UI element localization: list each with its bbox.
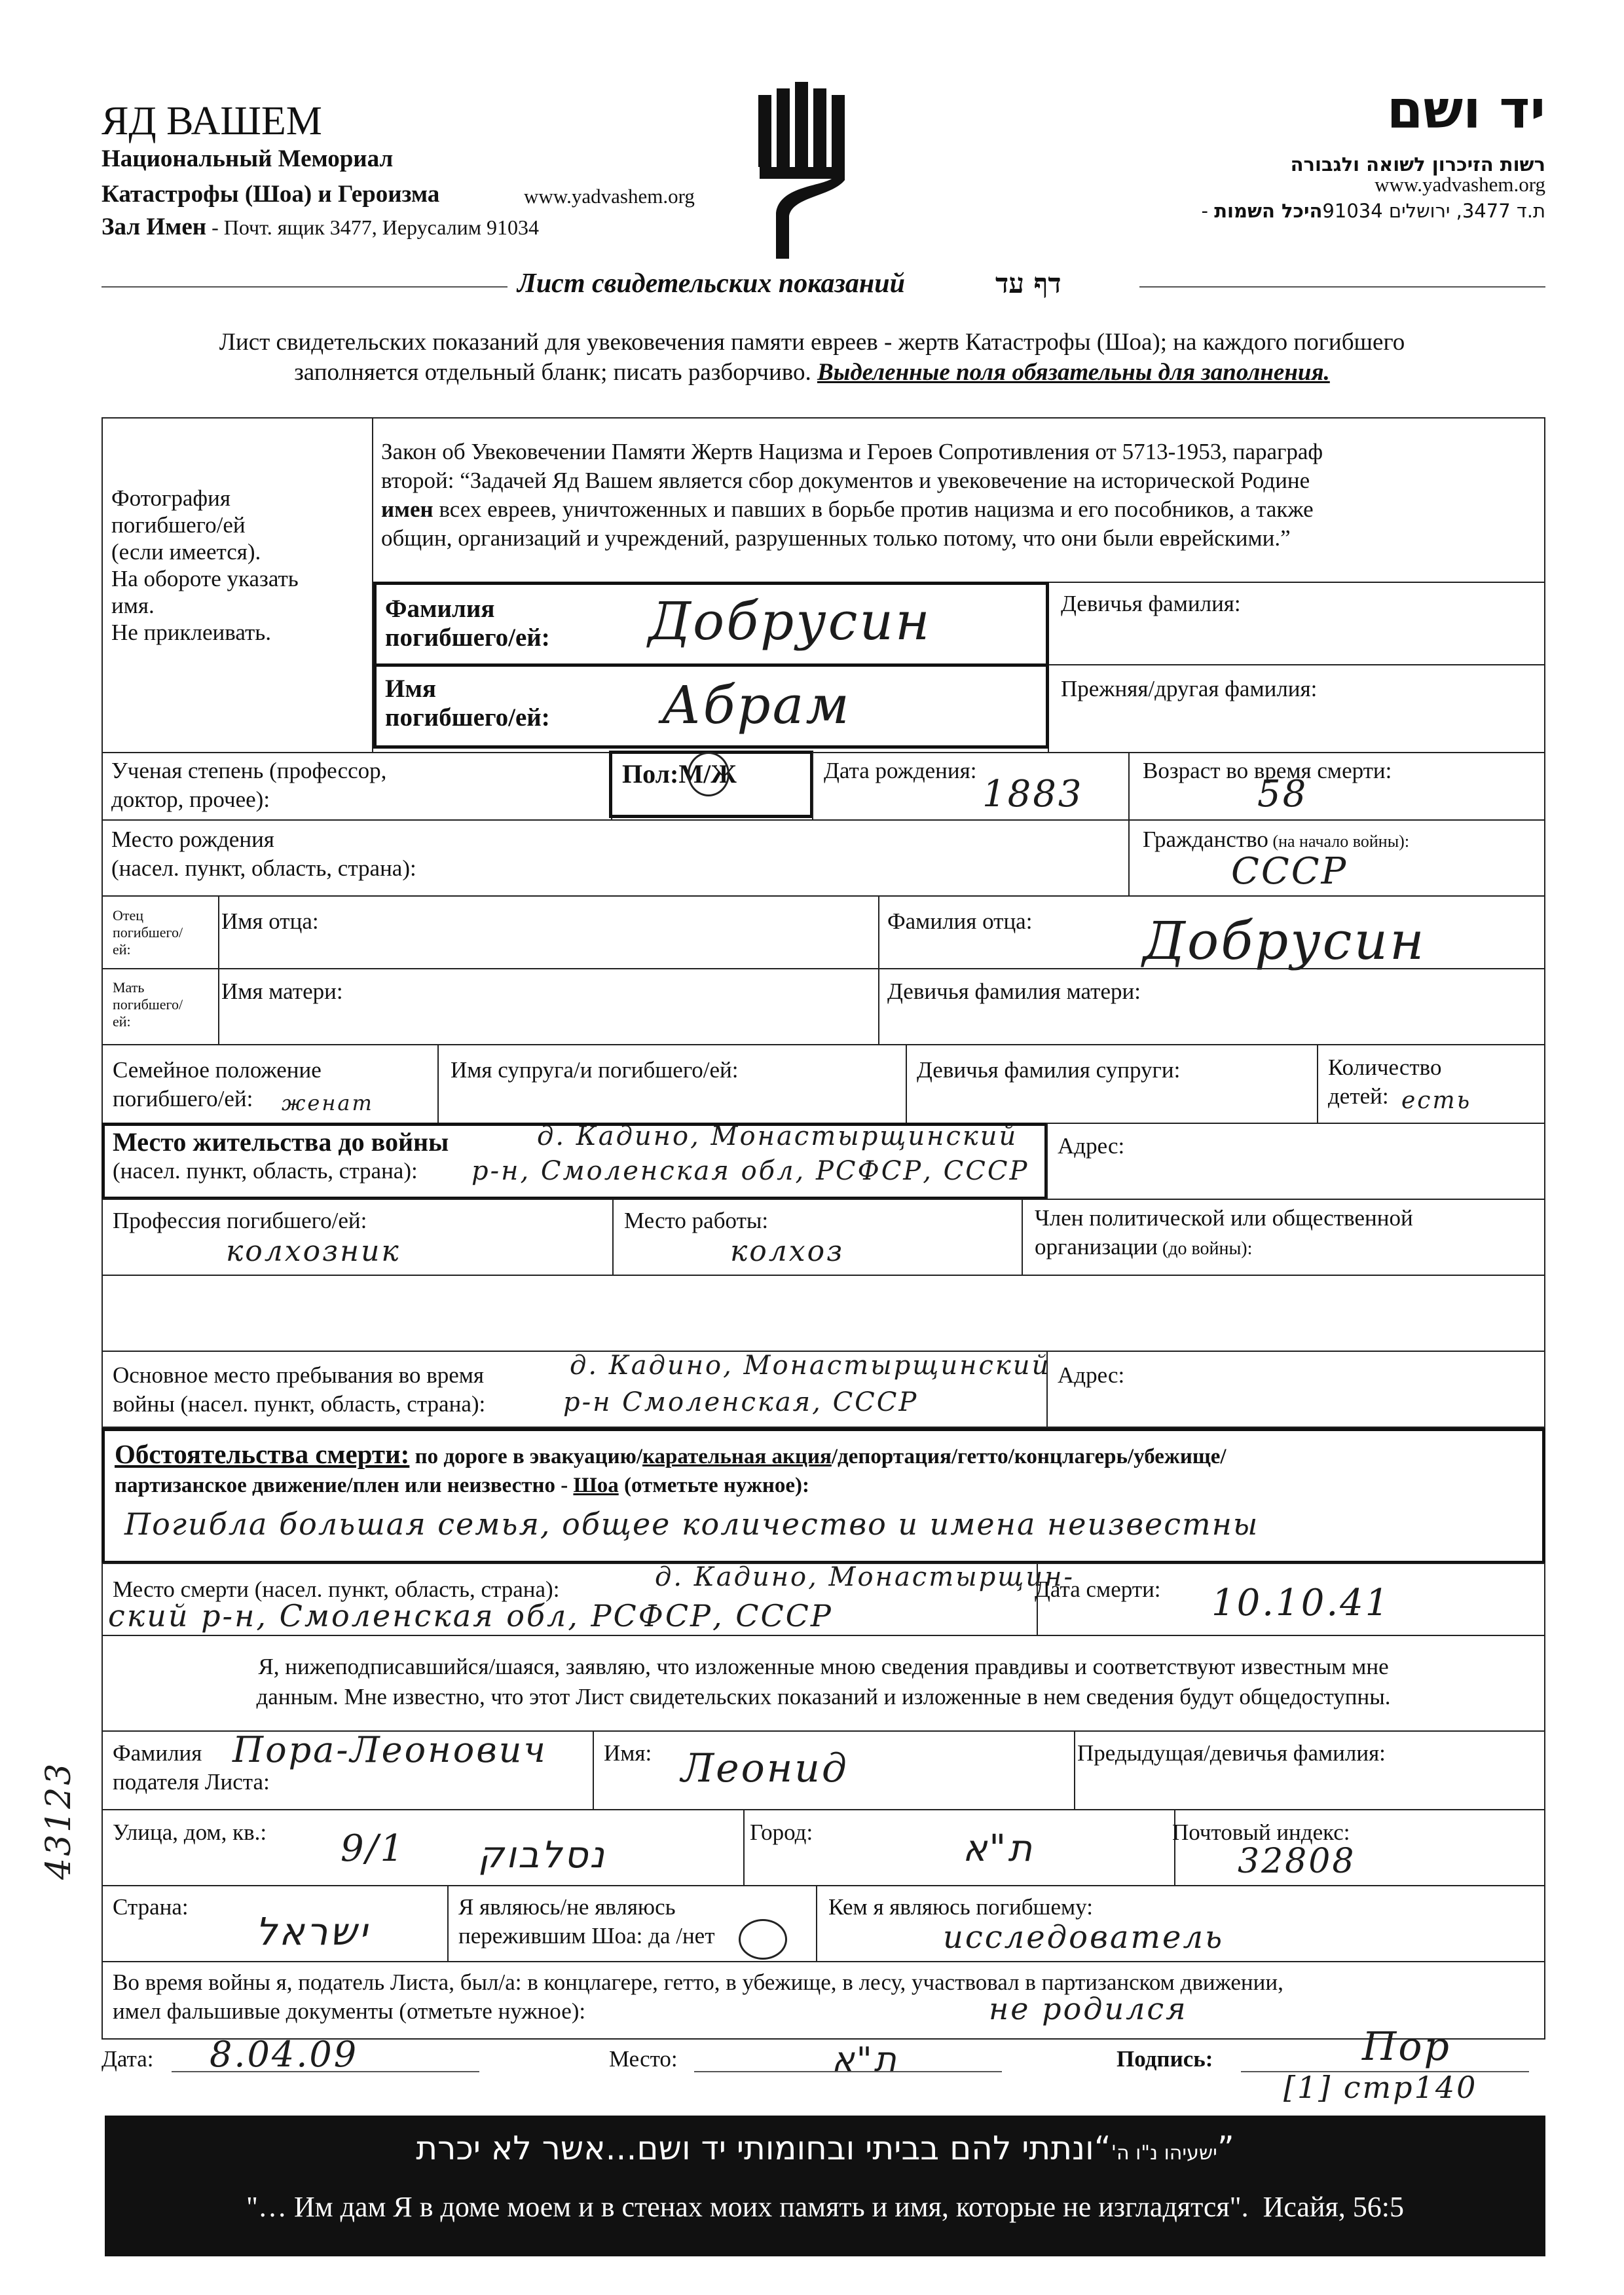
photo-line-4: На обороте указать	[111, 566, 299, 591]
name-label-line-1: Имя	[385, 675, 436, 703]
website-right: www.yadvashem.org	[1375, 173, 1545, 196]
photo-line-2: погибшего/ей	[111, 512, 246, 538]
membership-label-org: организации	[1035, 1234, 1158, 1259]
profession-label: Профессия погибшего/ей:	[113, 1208, 367, 1233]
residence-value-line-2: р-н, Смоленская обл, РСФСР, СССР	[471, 1156, 1029, 1186]
relation-label: Кем я являюсь погибшему:	[828, 1894, 1093, 1920]
title-rule-left	[101, 286, 507, 288]
relation-value: исследователь	[943, 1919, 1225, 1956]
children-label-line-2: детей:	[1328, 1083, 1389, 1109]
law-line-1: Закон об Увековечении Памяти Жертв Нацизма и Героев Сопротивления от 5713-1953, параграф	[381, 439, 1323, 464]
death-circumstances-value: Погибла большая семья, общее количество и имена неизвестны	[124, 1506, 1259, 1542]
birth-date-value: 1883	[982, 773, 1084, 815]
zip-value: 32808	[1238, 1842, 1356, 1881]
website-left: www.yadvashem.org	[524, 185, 695, 208]
residence-label-bold: Место жительства до войны	[113, 1127, 449, 1157]
hall-label: Зал Имен	[101, 214, 207, 240]
city-label: Город:	[750, 1819, 813, 1845]
hall-address: - Почт. ящик 3477, Иерусалим 91034	[206, 215, 540, 239]
submitter-wartime-line-2: имел фальшивые документы (отметьте нужное):	[113, 1998, 586, 2024]
signature-value: Пор	[1362, 2024, 1451, 2070]
photo-line-3: (если имеется).	[111, 539, 261, 565]
footer-quote-ru-text: "… Им дам Я в доме моем и в стенах моих память и имя, которые не изгладятся".	[246, 2191, 1249, 2223]
header-right	[1113, 79, 1545, 229]
submitter-prev-name-label: Предыдущая/девичья фамилия:	[1077, 1740, 1386, 1766]
residence-label	[113, 1128, 449, 1185]
logo-flame-5	[832, 95, 845, 167]
logo-flame-3	[795, 82, 808, 167]
law-text	[381, 438, 1323, 553]
photo-line-6: Не приклеивать.	[111, 620, 271, 645]
death-option-rest-1: /депортация/гетто/концлагерь/убежище/	[831, 1445, 1227, 1468]
wartime-value-line-2: р-н Смоленская, СССР	[563, 1387, 919, 1417]
death-circ-title: Обстоятельства смерти:	[115, 1439, 410, 1469]
mother-side-label	[113, 979, 183, 1030]
signature-place-value: ת"א	[832, 2040, 898, 2080]
street-number-value: 9/1	[341, 1827, 406, 1870]
footer-quote-he-ref: ישעיהו נ"ו ה'	[1111, 2142, 1217, 2165]
survivor-no-circle	[739, 1919, 787, 1960]
profession-value: колхозник	[226, 1235, 401, 1268]
footer-quote-ru-ref: Исайя, 56:5	[1263, 2191, 1404, 2223]
residence-address-label: Адрес:	[1058, 1133, 1125, 1159]
victim-surname-value: Добрусин	[648, 591, 932, 652]
victim-name-value: Абрам	[661, 675, 851, 736]
hall-address-ru	[101, 212, 539, 242]
form-title: Лист свидетельских показаний	[517, 269, 905, 299]
street-label: Улица, дом, кв.:	[113, 1819, 267, 1845]
age-value: 58	[1257, 773, 1308, 815]
residence-value-line-1: д. Кадино, Монастырщинский	[537, 1121, 1018, 1151]
degree-label-line-1: Ученая степень (профессор,	[111, 758, 387, 783]
marital-status-value: женат	[282, 1091, 374, 1115]
death-option-partisan: партизанское движение/плен или неизвестно -	[115, 1474, 574, 1497]
submitter-surname-value: Пора-Леонович	[232, 1729, 548, 1770]
previous-name-label: Прежняя/другая фамилия:	[1061, 676, 1318, 701]
death-place-value-line-1: д. Кадино, Монастырщин-	[655, 1562, 1075, 1592]
law-names-word: имен	[381, 496, 434, 522]
membership-label-line-2	[1035, 1233, 1413, 1263]
photo-line-5: имя.	[111, 593, 155, 618]
intro-text	[98, 327, 1526, 388]
name-label-line-2: погибшего/ей:	[385, 703, 550, 732]
street-name-value: נסלבוק	[478, 1834, 606, 1876]
mother-side-line-1: Мать	[113, 979, 145, 996]
intro-line-1: Лист свидетельских показаний для увековечения памяти евреев - жертв Катастрофы (Шоа); на каждого погибшего	[219, 329, 1405, 356]
survivor-label-line-2	[458, 1922, 715, 1950]
margin-archive-number	[39, 1729, 79, 1880]
org-line-2: Катастрофы (Шоа) и Героизма	[101, 181, 440, 208]
survivor-label-line-1: Я являюсь/не являюсь	[458, 1894, 676, 1920]
membership-note: (до войны):	[1157, 1239, 1253, 1259]
footer-quote-ru	[105, 2188, 1545, 2227]
workplace-value: колхоз	[730, 1235, 845, 1268]
signature-date-label: Дата:	[101, 2046, 154, 2072]
yad-vashem-logo	[753, 82, 851, 262]
survivor-label	[458, 1893, 715, 1950]
death-option-evac: по дороге в эвакуацию/	[415, 1445, 643, 1468]
logo-flame-1	[758, 95, 771, 167]
father-side-line-3: ей:	[113, 941, 131, 958]
gender-f: Ж	[710, 759, 737, 789]
org-name-he: יד ושם	[1386, 79, 1545, 140]
org-name-ru: ЯД ВАШЕМ	[101, 99, 322, 143]
footer-banner	[105, 2116, 1545, 2256]
wartime-label-line-1: Основное место пребывания во время	[113, 1362, 485, 1388]
law-line-4: общин, организаций и учреждений, разрушенных только потому, что они были еврейскими.”	[381, 525, 1291, 551]
form-title-he: דף עד	[995, 267, 1061, 299]
spouse-name-label: Имя супруга/и погибшего/ей:	[451, 1057, 739, 1083]
submitter-name-label: Имя:	[604, 1740, 652, 1766]
age-label: Возраст во время смерти:	[1143, 758, 1392, 783]
father-side-label	[113, 907, 183, 958]
residence-label-rest: (насел. пункт, область, страна):	[113, 1158, 418, 1184]
survivor-no: нет	[682, 1923, 715, 1949]
marital-label-line-2: погибшего/ей:	[113, 1086, 253, 1111]
membership-label	[1035, 1204, 1413, 1263]
degree-label-line-2: доктор, прочее):	[111, 787, 270, 812]
hall-label-he: היכל השמות	[1214, 200, 1323, 222]
surname-label-line-1: Фамилия	[385, 595, 495, 623]
children-value: есть	[1401, 1087, 1472, 1114]
submitter-wartime-line-1: Во время войны я, податель Листа, был/а: в концлагере, гетто, в убежище, в лесу, участвовал в партизанском движении,	[113, 1969, 1283, 1995]
signature-date-value: 8.04.09	[210, 2034, 359, 2075]
blank-row	[101, 1275, 1545, 1352]
death-date-value: 10.10.41	[1211, 1582, 1391, 1624]
death-options-line-2	[115, 1471, 1227, 1500]
gender-label-text: Пол:	[622, 759, 679, 789]
law-line-2: второй: “Задачей Яд Вашем является сбор документов и увековечение на исторической Родине	[381, 468, 1310, 493]
victim-name-label	[385, 675, 550, 732]
margin-archive-number-text: 43123	[39, 1761, 79, 1880]
declaration-text	[105, 1652, 1542, 1712]
death-option-shoah: Шоа	[573, 1474, 619, 1497]
signature-place-label: Место:	[609, 2046, 678, 2072]
citizenship-value: СССР	[1231, 850, 1348, 893]
workplace-label: Место работы:	[624, 1208, 769, 1233]
birth-date-label: Дата рождения:	[824, 758, 977, 783]
intro-line-2-plain: заполняется отдельный бланк; писать разборчиво.	[294, 359, 811, 386]
death-option-rest-2: (отметьте нужное):	[618, 1474, 810, 1497]
gender-m-circle	[688, 752, 729, 796]
city-value: ת"א	[963, 1827, 1034, 1870]
logo-stem	[760, 167, 845, 259]
law-line-3	[381, 495, 1323, 524]
father-name-label: Имя отца:	[221, 908, 319, 934]
wartime-value-line-1: д. Кадино, Монастырщинский	[570, 1351, 1051, 1381]
wartime-label-line-2: войны (насел. пункт, область, страна):	[113, 1391, 486, 1417]
hall-address-he	[1202, 198, 1545, 224]
org-line-1: Национальный Мемориал	[101, 145, 394, 172]
birthplace-label-line-1: Место рождения	[111, 827, 274, 852]
hall-address-he-text: - ת.ד 3477, ירושלים 91034	[1201, 200, 1545, 222]
declaration-line-1: Я, нижеподписавшийся/шаяся, заявляю, что изложенные мною сведения правдивы и соответствуют известным мне	[258, 1654, 1389, 1679]
submitter-surname-label-line-1: Фамилия	[113, 1740, 202, 1766]
mother-name-label: Имя матери:	[221, 979, 343, 1004]
page-note: [1] стр140	[1283, 2070, 1478, 2105]
title-rule-right	[1139, 286, 1545, 288]
submitter-wartime-value: не родился	[989, 1991, 1188, 2026]
country-label: Страна:	[113, 1894, 189, 1920]
law-line-3-rest: всех евреев, уничтоженных и павших в борьбе против нацизма и его пособников, а также	[433, 496, 1314, 522]
father-side-line-1: Отец	[113, 907, 144, 924]
submitter-name-value: Леонид	[681, 1745, 849, 1791]
declaration-line-2: данным. Мне известно, что этот Лист свидетельских показаний и изложенные в нем сведения будут общедоступны.	[256, 1684, 1391, 1709]
citizenship-note: (на начало войны):	[1268, 832, 1410, 851]
death-place-value-line-2: ский р-н, Смоленская обл, РСФСР, СССР	[108, 1598, 833, 1633]
maiden-name-label: Девичья фамилия:	[1061, 591, 1241, 616]
footer-quote-he-text: “ונתתי להם בביתי ובחומותי יד ושם...אשר לא יכרת”	[416, 2129, 1234, 2167]
birthplace-label	[111, 825, 416, 883]
logo-flame-2	[777, 88, 790, 167]
header-left	[101, 98, 695, 249]
death-options-line-1	[115, 1440, 1227, 1471]
submitter-surname-label-line-2: подателя Листа:	[113, 1769, 270, 1795]
victim-surname-label	[385, 595, 550, 652]
mother-side-line-3: ей:	[113, 1013, 131, 1030]
mother-maiden-label: Девичья фамилия матери:	[887, 979, 1141, 1004]
death-circumstances-label	[115, 1440, 1227, 1500]
father-surname-value: Добрусин	[1143, 910, 1426, 971]
country-value: ישראל	[255, 1909, 369, 1954]
intro-required-note: Выделенные поля обязательны для заполнения.	[817, 359, 1330, 386]
logo-flame-4	[813, 88, 826, 167]
gender-m: М	[678, 759, 704, 789]
survivor-yes: пережившим Шоа: да /	[458, 1923, 682, 1949]
gender-sep: /	[703, 759, 711, 789]
zip-label: Почтовый индекс:	[1172, 1819, 1350, 1845]
birthplace-label-line-2: (насел. пункт, область, страна):	[111, 855, 416, 881]
marital-label-line-1: Семейное положение	[113, 1057, 322, 1083]
mother-side-line-2: погибшего/	[113, 996, 183, 1013]
photo-line-1: Фотография	[111, 485, 231, 511]
death-date-label: Дата смерти:	[1035, 1577, 1161, 1602]
spouse-maiden-label: Девичья фамилия супруги:	[917, 1057, 1181, 1083]
father-surname-label: Фамилия отца:	[887, 908, 1033, 934]
wartime-location-label	[113, 1361, 485, 1419]
citizenship-label-text: Гражданство	[1143, 827, 1268, 852]
wartime-address-label: Адрес:	[1058, 1362, 1125, 1388]
children-label-line-1: Количество	[1328, 1054, 1442, 1080]
intro-line-2	[98, 358, 1526, 388]
signature-label: Подпись:	[1116, 2046, 1213, 2072]
father-side-line-2: погибшего/	[113, 924, 183, 941]
death-option-punitive: карательная акция	[642, 1445, 832, 1468]
membership-label-line-1: Член политической или общественной	[1035, 1205, 1413, 1231]
photo-instructions	[111, 485, 299, 646]
footer-quote-he	[105, 2127, 1545, 2174]
surname-label-line-2: погибшего/ей:	[385, 624, 550, 652]
org-sub-he: רשות הזיכרון לשואה ולגבורה	[1290, 153, 1545, 176]
death-place-label: Место смерти (насел. пункт, область, страна):	[113, 1577, 560, 1602]
degree-label	[111, 756, 386, 814]
